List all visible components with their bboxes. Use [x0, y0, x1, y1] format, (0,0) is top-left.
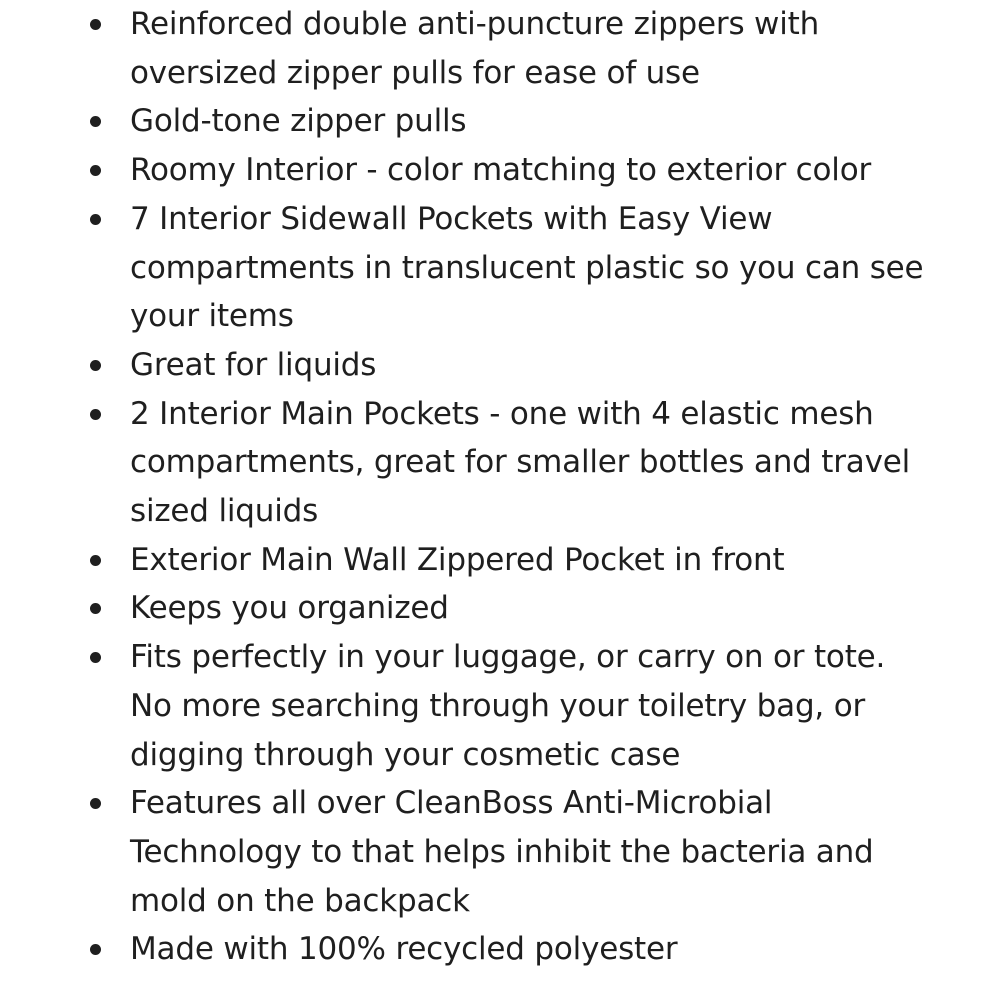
- feature-text: 2 Interior Main Pockets - one with 4 elastic mesh: [130, 395, 874, 432]
- bullet-icon: [90, 944, 101, 955]
- feature-item: [0, 925, 1000, 974]
- feature-text: No more searching through your toiletry bag, or: [130, 687, 866, 724]
- feature-item: [0, 195, 1000, 341]
- feature-text: Great for liquids: [130, 346, 377, 383]
- feature-text: Made with 100% recycled polyester: [130, 931, 678, 968]
- feature-item: [0, 146, 1000, 195]
- feature-text: Technology to that helps inhibit the bacteria and: [130, 833, 874, 870]
- feature-text: Exterior Main Wall Zippered Pocket in front: [130, 541, 785, 578]
- feature-text: compartments in translucent plastic so you can see: [130, 249, 924, 286]
- feature-text: compartments, great for smaller bottles and travel: [130, 444, 911, 481]
- feature-item: [0, 536, 1000, 585]
- bullet-icon: [90, 603, 101, 614]
- bullet-icon: [90, 360, 101, 371]
- feature-text: your items: [130, 298, 294, 335]
- bullet-icon: [90, 19, 101, 30]
- feature-text: oversized zipper pulls for ease of use: [130, 54, 700, 91]
- feature-item: [0, 779, 1000, 925]
- feature-text: digging through your cosmetic case: [130, 736, 681, 773]
- bullet-icon: [90, 652, 101, 663]
- bullet-icon: [90, 214, 101, 225]
- feature-item: [0, 390, 1000, 536]
- bullet-icon: [90, 555, 101, 566]
- bullet-icon: [90, 798, 101, 809]
- feature-item: [0, 97, 1000, 146]
- feature-item: [0, 584, 1000, 633]
- feature-item: [0, 0, 1000, 97]
- bullet-icon: [90, 165, 101, 176]
- feature-text: Features all over CleanBoss Anti-Microbial: [130, 785, 773, 822]
- feature-text: Keeps you organized: [130, 590, 449, 627]
- feature-text: Reinforced double anti-puncture zippers with: [130, 6, 820, 42]
- bullet-icon: [90, 409, 101, 420]
- feature-text: sized liquids: [130, 493, 319, 530]
- feature-text: mold on the backpack: [130, 882, 470, 919]
- feature-text: Fits perfectly in your luggage, or carry on or tote.: [130, 639, 886, 676]
- feature-text: 7 Interior Sidewall Pockets with Easy View: [130, 200, 773, 237]
- feature-item: [0, 633, 1000, 779]
- feature-text: Gold-tone zipper pulls: [130, 103, 467, 140]
- feature-item: [0, 341, 1000, 390]
- bullet-icon: [90, 116, 101, 127]
- feature-text: Roomy Interior - color matching to exterior color: [130, 152, 872, 189]
